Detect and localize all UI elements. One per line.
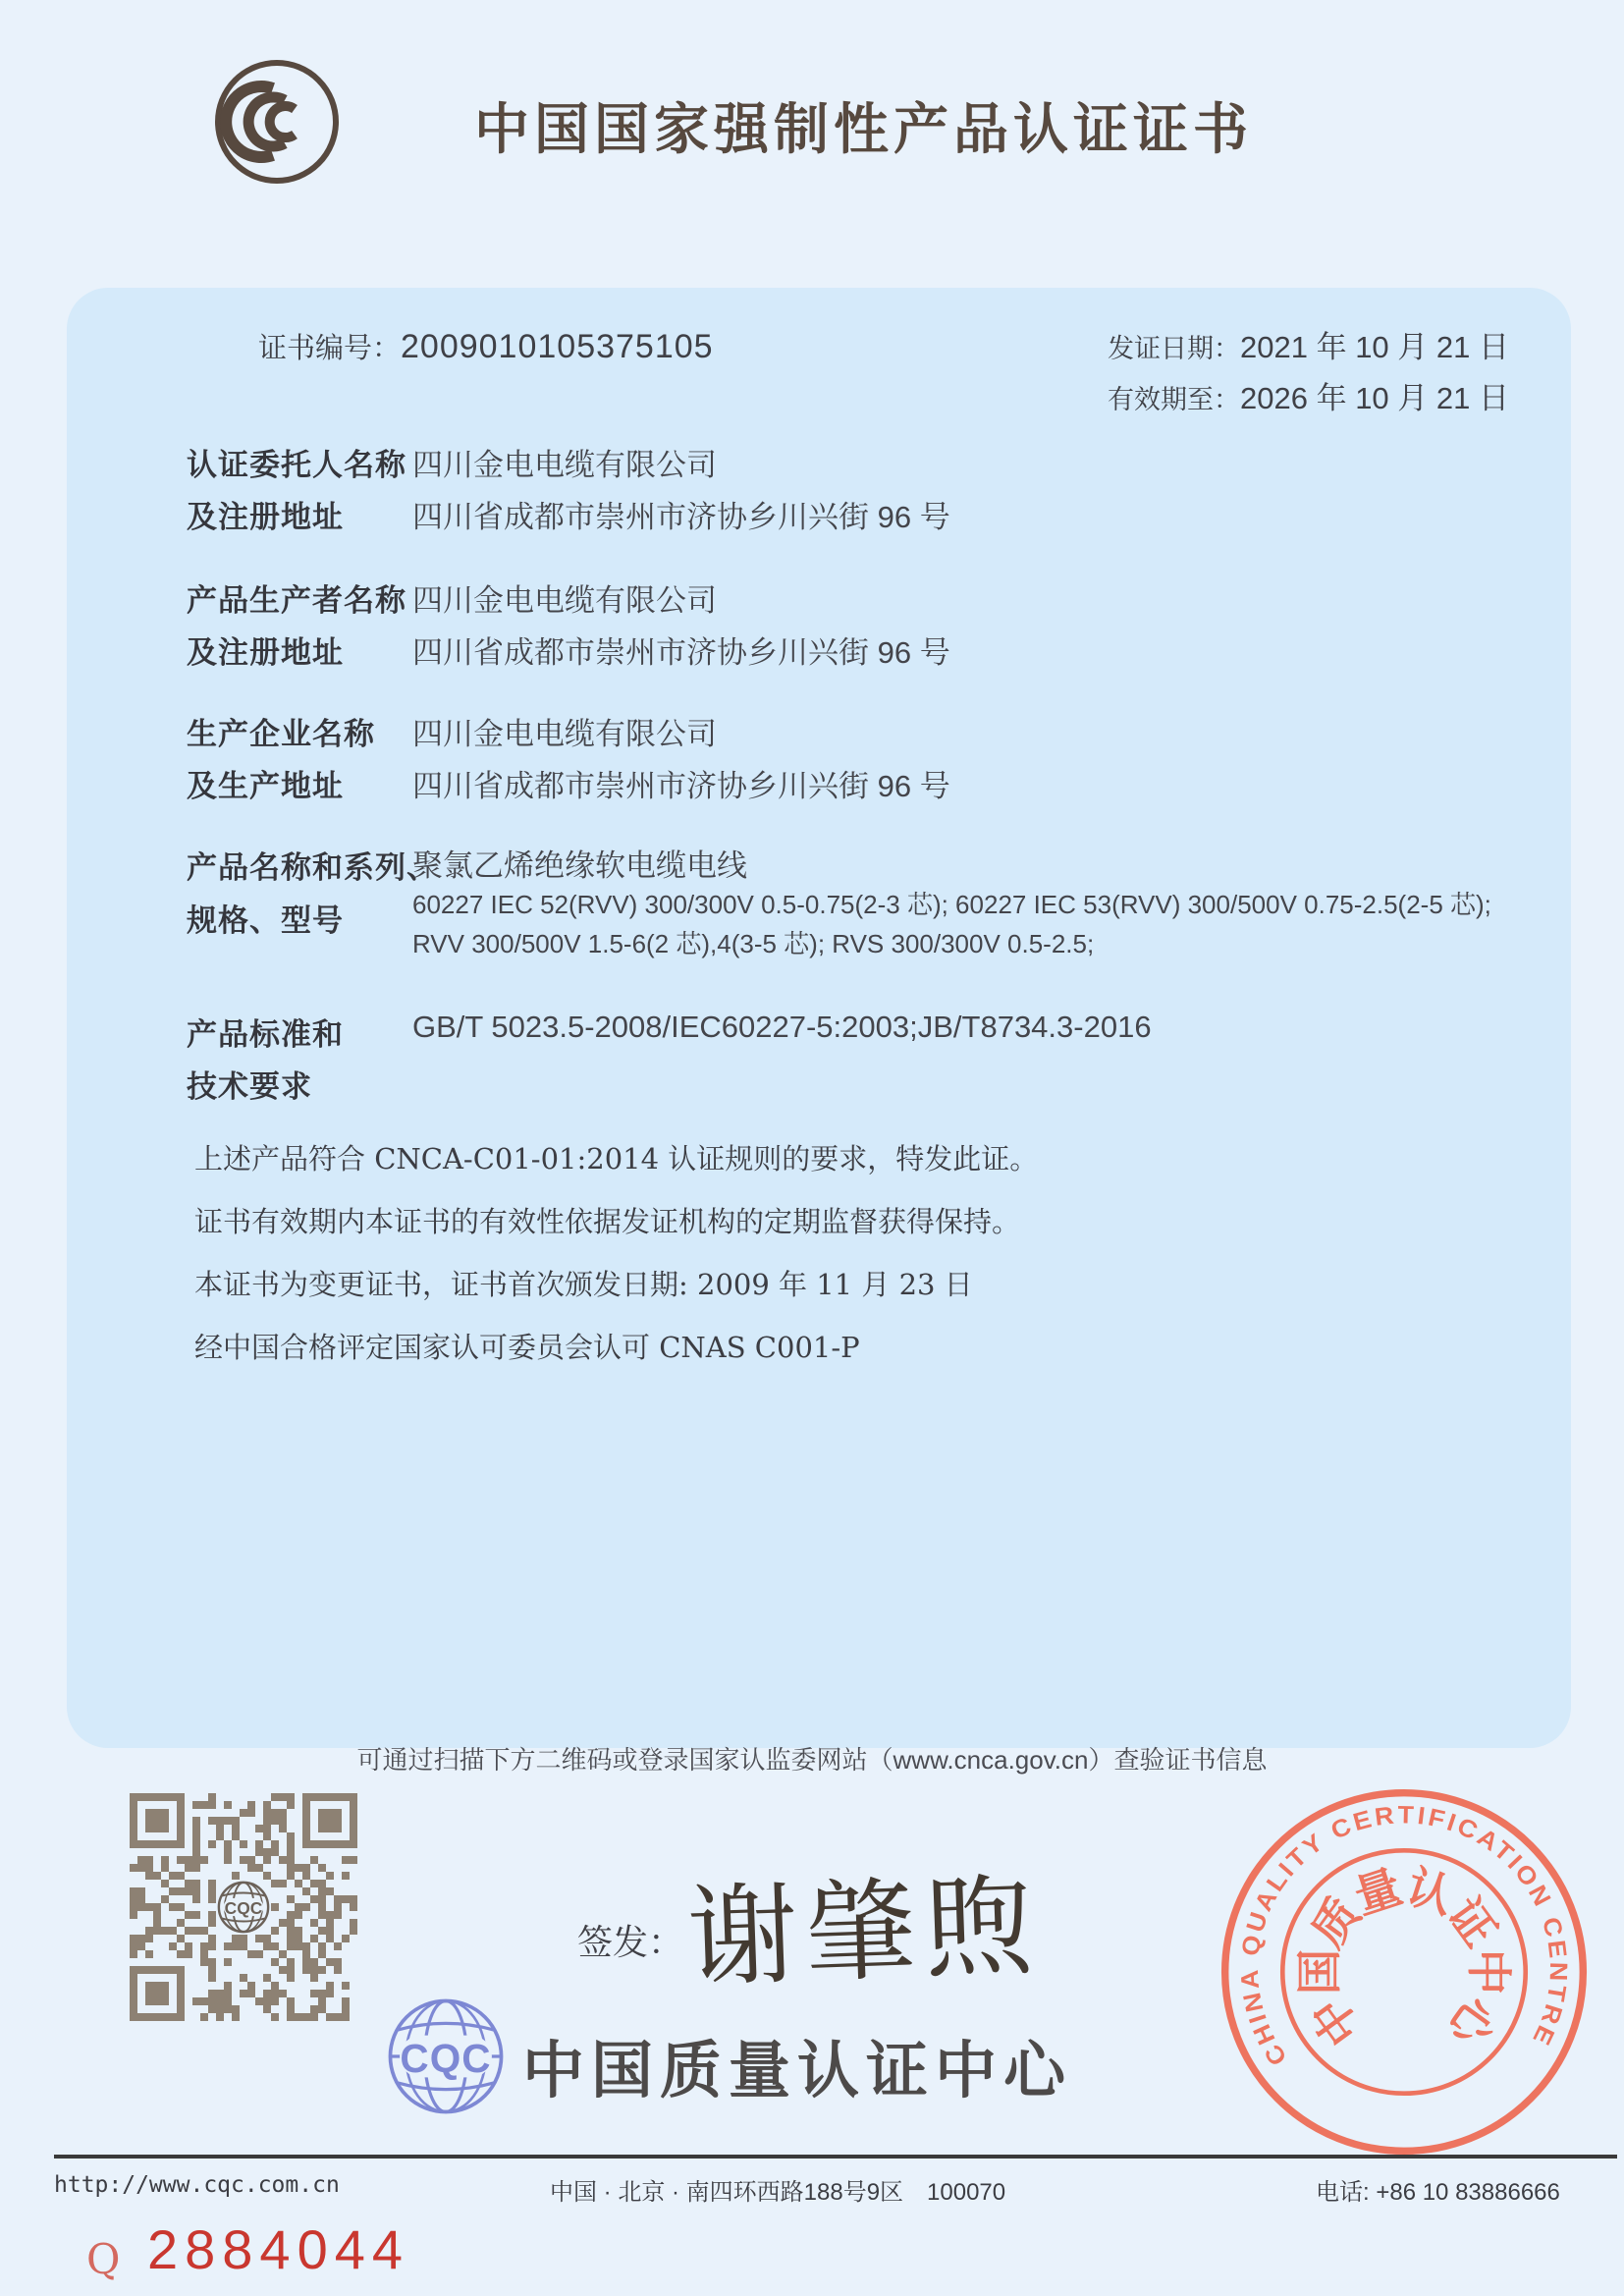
product-spec-line1: 60227 IEC 52(RVV) 300/300V 0.5-0.75(2-3 芯); 60227 IEC 53(RVV) 300/500V 0.75-2.5(2-5 芯); bbox=[412, 890, 1491, 919]
statement-line-1: 上述产品符合 CNCA-C01-01:2014 认证规则的要求，特发此证。 bbox=[194, 1142, 1039, 1175]
cert-number-label: 证书编号： bbox=[258, 331, 402, 364]
cert-number-value: 2009010105375105 bbox=[401, 328, 714, 365]
footer-address: 中国 · 北京 · 南四环西路188号9区 100070 bbox=[550, 2179, 1006, 2206]
svg-text:量: 量 bbox=[1348, 1860, 1408, 1924]
statement-line-3: 本证书为变更证书，证书首次颁发日期: 2009 年 11 月 23 日 bbox=[194, 1268, 973, 1301]
svg-text:证: 证 bbox=[1437, 1888, 1507, 1956]
standard-value: GB/T 5023.5-2008/IEC60227-5:2003;JB/T8734.3-2016 bbox=[412, 1010, 1152, 1044]
producer-name-label: 产品生产者名称 bbox=[187, 583, 406, 618]
footer-divider bbox=[54, 2155, 1617, 2159]
statement-line-2: 证书有效期内本证书的有效性依据发证机构的定期监督获得保持。 bbox=[194, 1205, 1021, 1238]
cqc-red-stamp bbox=[1208, 1776, 1600, 2168]
applicant-addr-label: 及注册地址 bbox=[187, 500, 344, 534]
producer-name-value: 四川金电电缆有限公司 bbox=[412, 583, 717, 618]
serial-prefix: Q bbox=[86, 2235, 121, 2283]
footer-website: http://www.cqc.com.cn bbox=[54, 2172, 340, 2198]
ccc-mark-icon bbox=[212, 57, 342, 187]
producer-addr-value: 四川省成都市崇州市济协乡川兴街 96 号 bbox=[412, 635, 950, 670]
stamp-inner-text bbox=[1294, 1861, 1514, 2056]
statement-line-4: 经中国合格评定国家认可委员会认可 CNAS C001-P bbox=[194, 1331, 860, 1364]
verification-note: 可通过扫描下方二维码或登录国家认监委网站（www.cnca.gov.cn）查验证书信息 bbox=[356, 1745, 1268, 1775]
serial-number: 2884044 bbox=[147, 2218, 410, 2280]
cqc-globe-logo-icon bbox=[383, 1994, 509, 2119]
producer-addr-label: 及注册地址 bbox=[187, 635, 344, 670]
svg-text:中: 中 bbox=[1462, 1948, 1514, 1995]
factory-addr-value: 四川省成都市崇州市济协乡川兴街 96 号 bbox=[412, 769, 950, 803]
factory-name-label: 生产企业名称 bbox=[187, 717, 375, 751]
issue-date-row bbox=[1108, 322, 1509, 366]
product-spec-line2: RVV 300/500V 1.5-6(2 芯),4(3-5 芯); RVS 300/300V 0.5-2.5; bbox=[412, 929, 1095, 958]
svg-text:中: 中 bbox=[1301, 1988, 1371, 2055]
valid-until-label: 有效期至： bbox=[1108, 385, 1240, 415]
svg-text:质: 质 bbox=[1301, 1888, 1371, 1956]
stamp-ring-text: CHINA QUALITY CERTIFICATION CENTRE bbox=[1235, 1801, 1573, 2071]
issuer-name: 中国质量认证中心 bbox=[522, 2037, 1072, 2105]
svg-text:CQC: CQC bbox=[400, 2036, 492, 2081]
standard-label-2: 技术要求 bbox=[187, 1069, 312, 1104]
product-model-label: 规格、型号 bbox=[187, 903, 344, 938]
factory-addr-label: 及生产地址 bbox=[187, 769, 344, 803]
product-series-label: 产品名称和系列、 bbox=[187, 850, 438, 885]
applicant-name-label: 认证委托人名称 bbox=[187, 448, 406, 482]
valid-until-value: 2026 年 10 月 21 日 bbox=[1240, 381, 1509, 415]
applicant-name-value: 四川金电电缆有限公司 bbox=[412, 448, 717, 482]
valid-until-row bbox=[1108, 373, 1509, 417]
cert-number-row bbox=[258, 326, 714, 366]
qr-center-cqc-globe-icon bbox=[215, 1879, 272, 1936]
issued-by-label: 签发： bbox=[577, 1923, 684, 1963]
svg-text:心: 心 bbox=[1437, 1988, 1507, 2055]
svg-text:国: 国 bbox=[1294, 1948, 1346, 1995]
footer-phone: 电话: +86 10 83886666 bbox=[1316, 2179, 1560, 2206]
factory-name-value: 四川金电电缆有限公司 bbox=[412, 717, 717, 751]
issuer-signature: 谢肇煦 bbox=[685, 1862, 1044, 2003]
issue-date-label: 发证日期： bbox=[1108, 334, 1240, 364]
svg-text:认: 认 bbox=[1400, 1860, 1460, 1924]
issue-date-value: 2021 年 10 月 21 日 bbox=[1240, 330, 1509, 364]
product-name-value: 聚氯乙烯绝缘软电缆电线 bbox=[412, 848, 747, 883]
applicant-addr-value: 四川省成都市崇州市济协乡川兴街 96 号 bbox=[412, 500, 950, 534]
svg-text:CQC: CQC bbox=[224, 1897, 263, 1918]
certificate-title: 中国国家强制性产品认证证书 bbox=[474, 98, 1253, 160]
standard-label-1: 产品标准和 bbox=[187, 1017, 344, 1052]
